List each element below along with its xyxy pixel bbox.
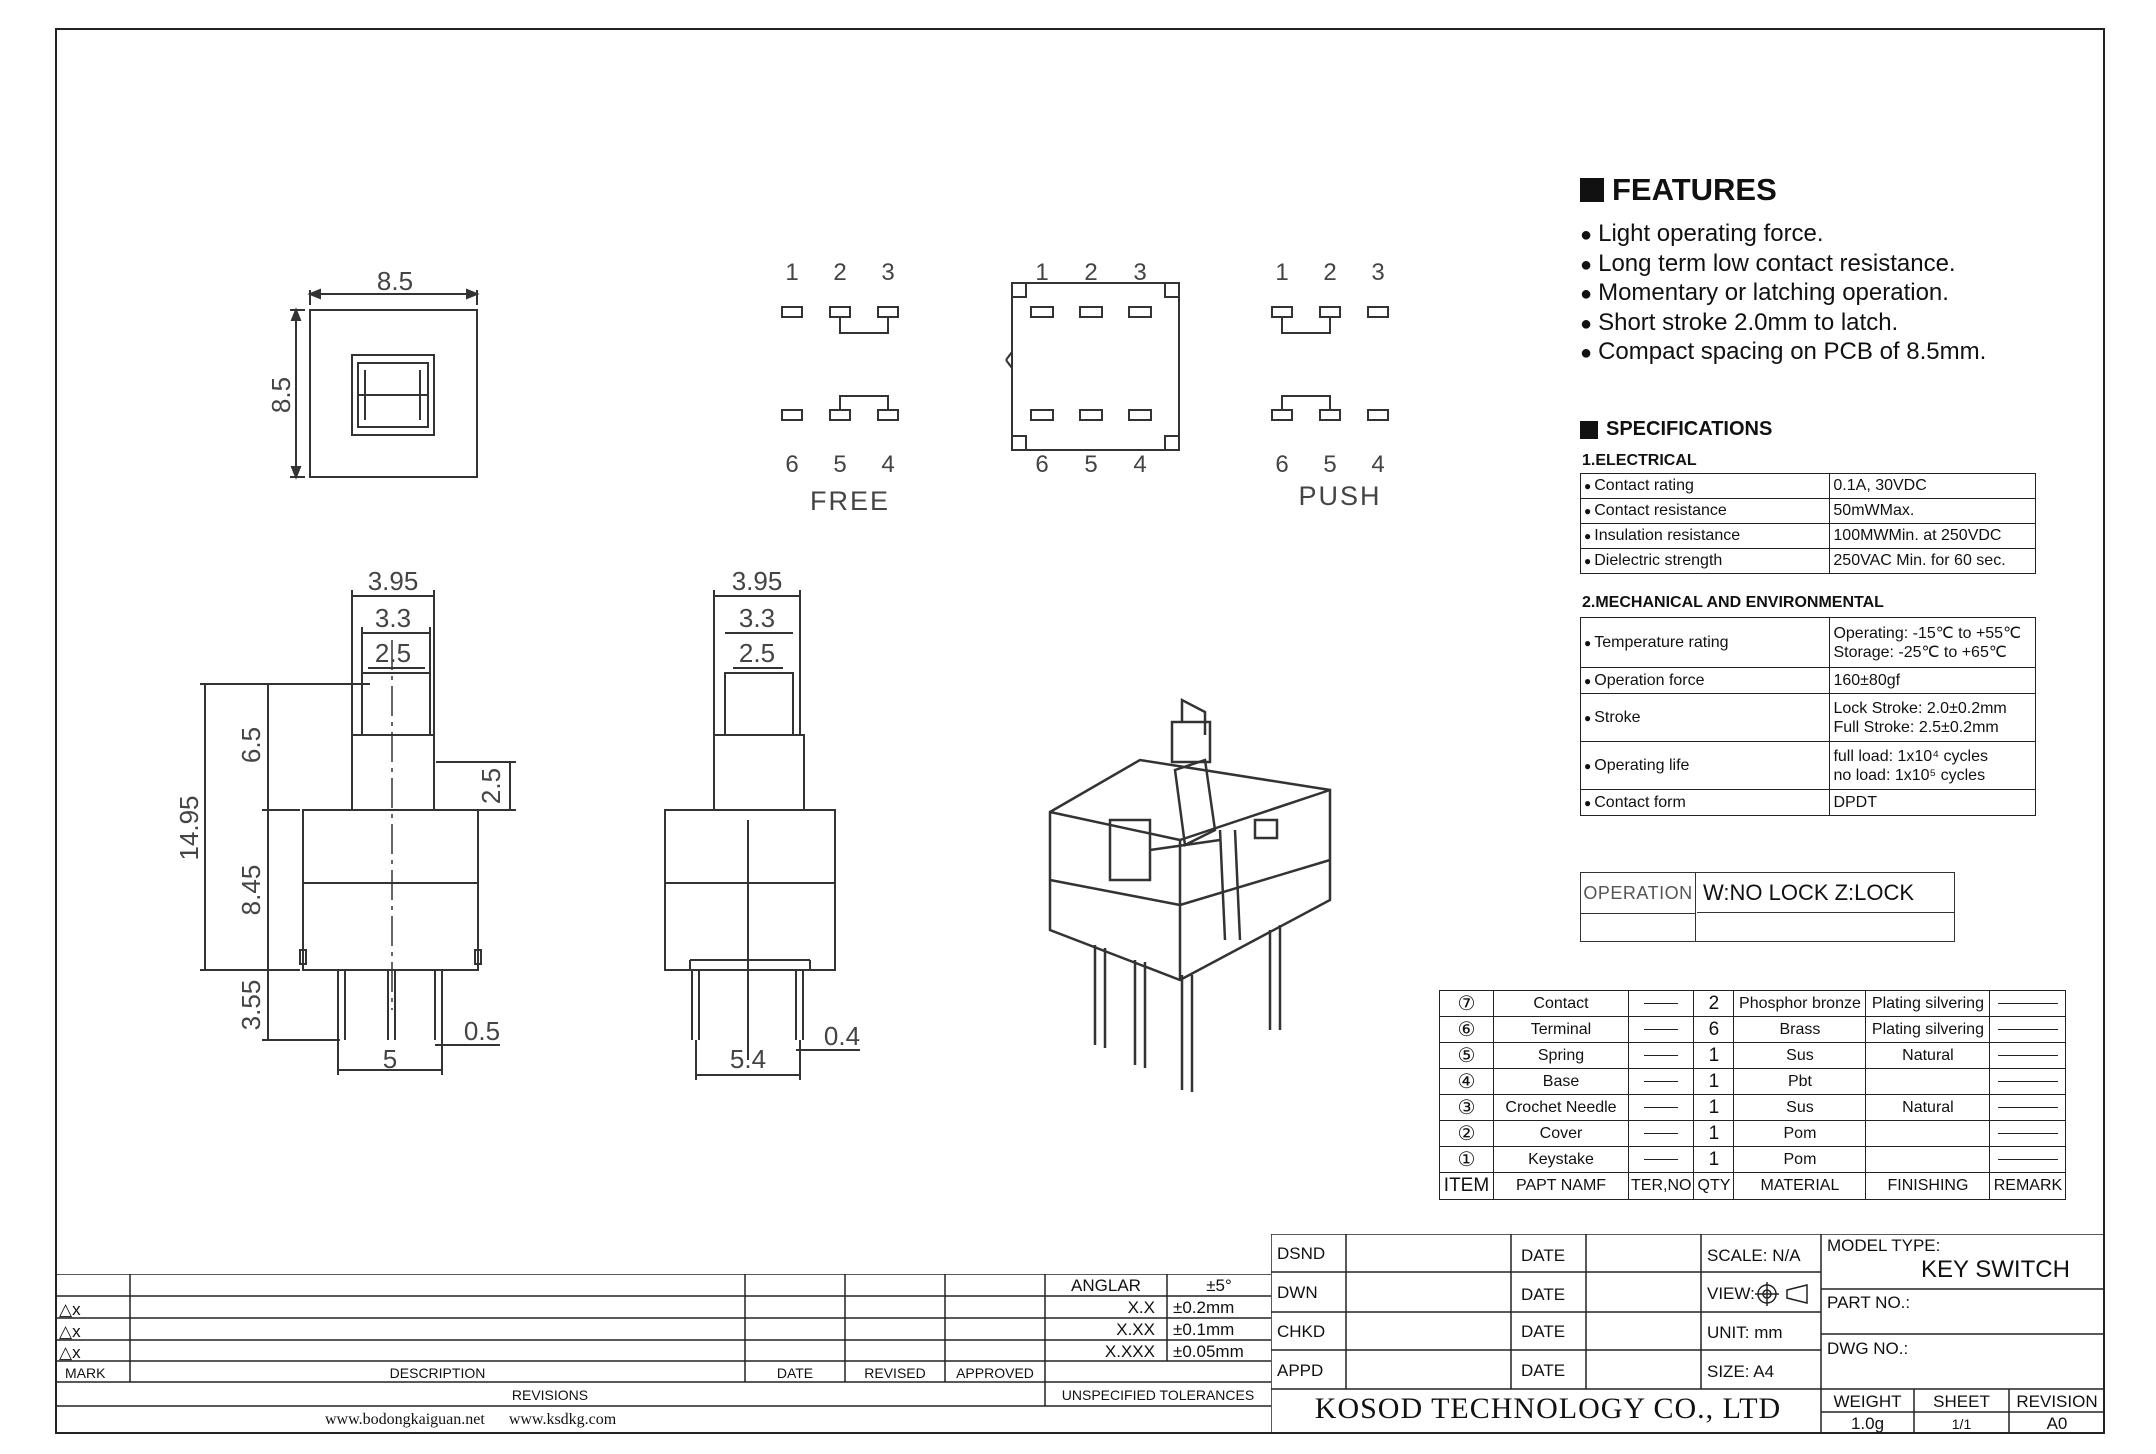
svg-text:6.5: 6.5 bbox=[236, 726, 266, 764]
mechanical-table: ● Temperature rating Operating: -15℃ to +55℃ Storage: -25℃ to +65℃ ● Operation force 160±80gf ● Stroke Lock Stroke: 2.0±0.2mm Full Stroke: 2.5±0.2mm ● Operating life full load: 1x10⁴ cycles no load: 1x10⁵ cycles ● Contact form DPDT bbox=[1580, 617, 2036, 816]
model-type-value: KEY SWITCH bbox=[1921, 1256, 2070, 1283]
features-title: FEATURES bbox=[1580, 172, 2140, 208]
top-height-dim: 8.5 bbox=[266, 376, 296, 414]
company-name: KOSOD TECHNOLOGY CO., LTD bbox=[1314, 1392, 1782, 1425]
feature-item: ● Long term low contact resistance. bbox=[1580, 250, 2140, 280]
operation-label: OPERATION bbox=[1581, 873, 1696, 914]
svg-text:4: 4 bbox=[1371, 451, 1385, 478]
table-header-row: ITEM PAPT NAMF TER,NO QTY MATERIAL FINISHING REMARK bbox=[1440, 1173, 2066, 1200]
svg-text:3.95: 3.95 bbox=[367, 566, 419, 596]
table-row: ③ Crochet Needle 1 Sus Natural bbox=[1440, 1095, 2066, 1121]
table-row: ⑤ Spring 1 Sus Natural bbox=[1440, 1043, 2066, 1069]
feature-item: ● Short stroke 2.0mm to latch. bbox=[1580, 309, 2140, 339]
title-block: DSND DWN CHKD APPD DATE DATE DATE DATE SCALE: N/A VIEW: UNIT: mm SIZE: A4 MODEL TYPE: KEY SWITCH PART NO.: DWG NO.: KOSOD TECHNOLOGY CO., LTD WEIGHT 1.0g SHEET 1/1 REVISION A0 bbox=[1271, 1234, 2105, 1434]
svg-text:2: 2 bbox=[833, 259, 847, 286]
svg-text:3: 3 bbox=[1133, 259, 1147, 286]
schematic-free bbox=[782, 307, 898, 420]
feature-item: ● Compact spacing on PCB of 8.5mm. bbox=[1580, 338, 2140, 368]
free-label: FREE bbox=[809, 486, 891, 516]
parts-table bbox=[1439, 990, 2066, 1200]
feature-item: ● Momentary or latching operation. bbox=[1580, 279, 2140, 309]
svg-text:5.4: 5.4 bbox=[729, 1044, 767, 1074]
svg-text:3.95: 3.95 bbox=[731, 566, 783, 596]
svg-text:8.45: 8.45 bbox=[236, 864, 266, 916]
svg-text:1: 1 bbox=[1035, 259, 1049, 286]
electrical-heading: 1.ELECTRICAL bbox=[1582, 452, 1697, 469]
table-row: ④ Base 1 Pbt bbox=[1440, 1069, 2066, 1095]
mechanical-heading: 2.MECHANICAL AND ENVIRONMENTAL bbox=[1582, 594, 1884, 611]
svg-text:5: 5 bbox=[1323, 451, 1337, 478]
top-width-dim: 8.5 bbox=[376, 266, 414, 296]
table-row: ⑥ Terminal 6 Brass Plating silvering bbox=[1440, 1017, 2066, 1043]
specifications-title: SPECIFICATIONS bbox=[1580, 418, 1772, 441]
svg-text:0.5: 0.5 bbox=[463, 1016, 501, 1046]
svg-text:6: 6 bbox=[1275, 451, 1289, 478]
top-view bbox=[290, 290, 477, 477]
svg-text:3.3: 3.3 bbox=[738, 603, 776, 633]
projection-symbol-icon bbox=[1755, 1282, 1815, 1306]
svg-text:6: 6 bbox=[1035, 451, 1049, 478]
svg-text:3: 3 bbox=[881, 259, 895, 286]
electrical-table: ● Contact rating 0.1A, 30VDC ● Contact resistance 50mWMax. ● Insulation resistance 100MWMin. at 250VDC ● Dielectric strength 250VAC Min. for 60 sec. bbox=[1580, 473, 2036, 574]
square-bullet-icon bbox=[1580, 421, 1598, 439]
svg-text:5: 5 bbox=[833, 451, 847, 478]
svg-text:3.3: 3.3 bbox=[374, 603, 412, 633]
operation-box bbox=[1580, 872, 1955, 942]
footprint-middle bbox=[1006, 283, 1179, 450]
svg-text:5: 5 bbox=[382, 1044, 398, 1074]
svg-text:3: 3 bbox=[1371, 259, 1385, 286]
websites: www.bodongkaiguan.net www.ksdkg.com bbox=[325, 1411, 617, 1428]
svg-text:2: 2 bbox=[1323, 259, 1337, 286]
svg-text:6: 6 bbox=[785, 451, 799, 478]
svg-text:3.55: 3.55 bbox=[236, 979, 266, 1031]
operation-value: W:NO LOCK Z:LOCK bbox=[1697, 873, 1954, 913]
svg-text:2: 2 bbox=[1084, 259, 1098, 286]
table-row: ① Keystake 1 Pom bbox=[1440, 1147, 2066, 1173]
svg-text:2.5: 2.5 bbox=[738, 638, 776, 668]
svg-text:4: 4 bbox=[881, 451, 895, 478]
table-row: ⑦ Contact 2 Phosphor bronze Plating silvering bbox=[1440, 991, 2066, 1017]
svg-text:4: 4 bbox=[1133, 451, 1147, 478]
svg-text:1: 1 bbox=[1275, 259, 1289, 286]
svg-text:5: 5 bbox=[1084, 451, 1098, 478]
svg-text:2.5: 2.5 bbox=[374, 638, 412, 668]
feature-item: ● Light operating force. bbox=[1580, 220, 2140, 250]
revisions-block: △x △x △x MARK DESCRIPTION DATE REVISED APPROVED REVISIONS www.bodongkaiguan.net www.ksdkg.com ANGLAR ±5° X.X ±0.2mm X.XX ±0.1mm X.XXX ±0.05mm UNSPECIFIED TOLERANCES bbox=[59, 1276, 1255, 1428]
square-bullet-icon bbox=[1580, 178, 1604, 202]
isometric-view bbox=[1050, 700, 1330, 1092]
features-section bbox=[1580, 172, 2140, 368]
push-label: PUSH bbox=[1298, 481, 1382, 511]
schematic-push bbox=[1272, 307, 1388, 420]
svg-text:0.4: 0.4 bbox=[823, 1021, 861, 1051]
svg-text:2.5: 2.5 bbox=[476, 767, 506, 805]
svg-text:14.95: 14.95 bbox=[174, 795, 204, 861]
table-row: ② Cover 1 Pom bbox=[1440, 1121, 2066, 1147]
svg-text:1: 1 bbox=[785, 259, 799, 286]
